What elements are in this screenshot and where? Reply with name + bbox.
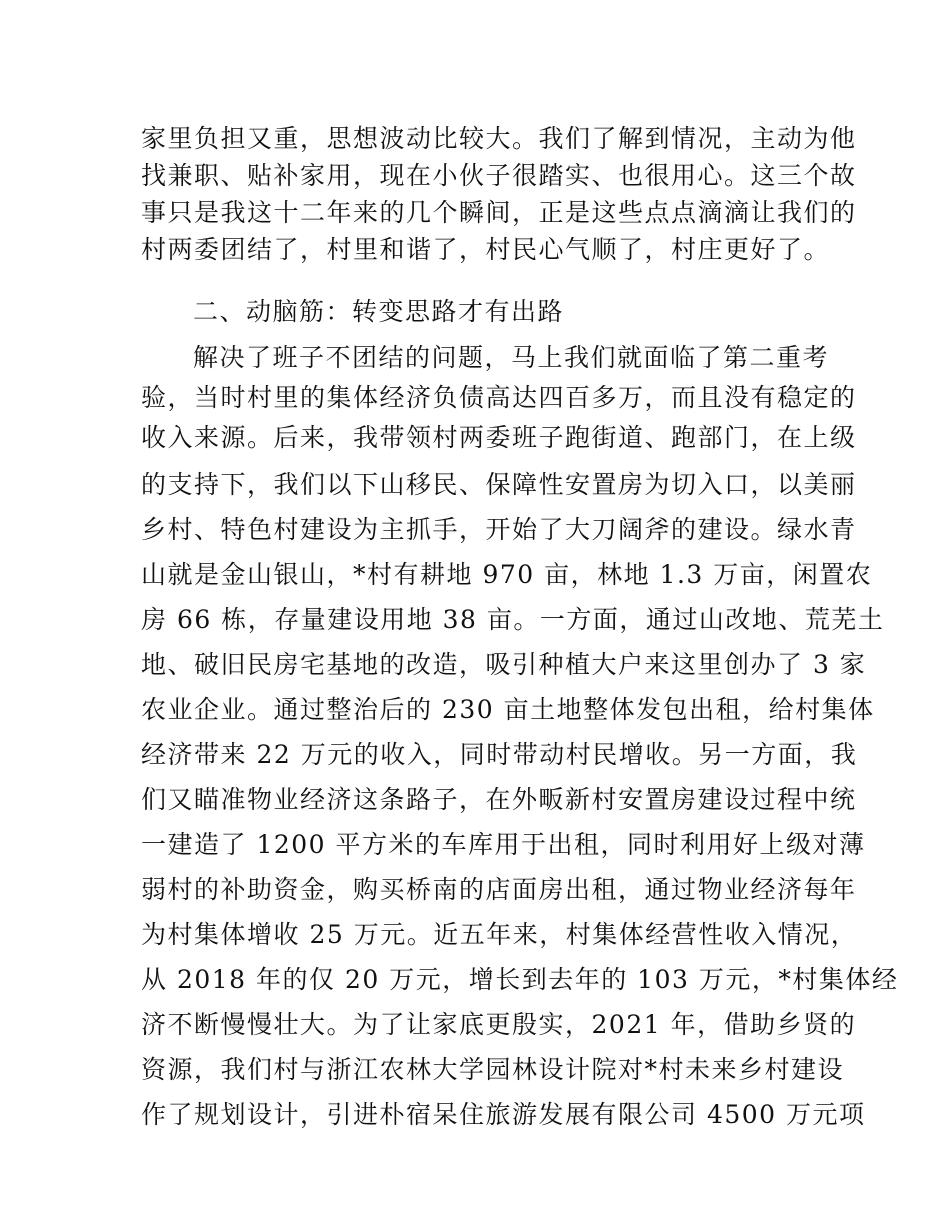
text-line: 一建造了 1200 平方米的车库用于出租，同时利用好上级对薄 bbox=[141, 830, 866, 859]
text-line: 为村集体增收 25 万元。近五年来，村集体经营性收入情况， bbox=[141, 920, 858, 949]
text-line: 收入来源。后来，我带领村两委班子跑街道、跑部门，在上级 bbox=[141, 423, 857, 452]
text-line: 村两委团结了，村里和谐了，村民心气顺了，村庄更好了。 bbox=[141, 235, 831, 264]
text-line: 地、破旧民房宅基地的改造，吸引种植大户来这里创办了 3 家 bbox=[141, 650, 867, 679]
text-line: 农业企业。通过整治后的 230 亩土地整体发包出租，给村集体 bbox=[141, 695, 875, 724]
text-line: 的支持下，我们以下山移民、保障性安置房为切入口，以美丽 bbox=[141, 470, 857, 499]
text-line: 房 66 栋，存量建设用地 38 亩。一方面，通过山改地、荒芜土 bbox=[141, 605, 885, 634]
text-line: 乡村、特色村建设为主抓手，开始了大刀阔斧的建设。绿水青 bbox=[141, 515, 857, 544]
text-line: 资源，我们村与浙江农林大学园林设计院对*村未来乡村建设 bbox=[141, 1055, 845, 1084]
text-line: 家里负担又重，思想波动比较大。我们了解到情况，主动为他 bbox=[141, 124, 857, 153]
text-line: 事只是我这十二年来的几个瞬间，正是这些点点滴滴让我们的 bbox=[141, 198, 857, 227]
text-line: 弱村的补助资金，购买桥南的店面房出租，通过物业经济每年 bbox=[141, 875, 857, 904]
text-line: 经济带来 22 万元的收入，同时带动村民增收。另一方面，我 bbox=[141, 740, 858, 769]
text-line: 济不断慢慢壮大。为了让家底更殷实，2021 年，借助乡贤的 bbox=[141, 1010, 857, 1039]
text-line: 从 2018 年的仅 20 万元，增长到去年的 103 万元，*村集体经 bbox=[141, 965, 899, 994]
text-line: 解决了班子不团结的问题，马上我们就面临了第二重考 bbox=[193, 343, 830, 372]
text-line: 们又瞄准物业经济这条路子，在外畈新村安置房建设过程中统 bbox=[141, 785, 857, 814]
text-line: 山就是金山银山，*村有耕地 970 亩，林地 1.3 万亩，闲置农 bbox=[141, 560, 873, 589]
section-heading: 二、动脑筋：转变思路才有出路 bbox=[193, 297, 565, 326]
text-line: 验，当时村里的集体经济负债高达四百多万，而且没有稳定的 bbox=[141, 383, 857, 412]
text-line: 找兼职、贴补家用，现在小伙子很踏实、也很用心。这三个故 bbox=[141, 161, 857, 190]
text-line: 作了规划设计，引进朴宿呆住旅游发展有限公司 4500 万元项 bbox=[141, 1100, 866, 1129]
